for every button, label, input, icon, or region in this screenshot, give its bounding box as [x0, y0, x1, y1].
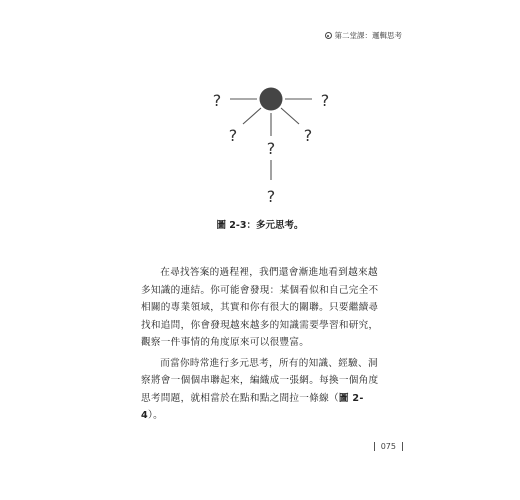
paragraph-2-text: 而當你時常進行多元思考，所有的知識、經驗、洞察將會一個個串聯起來，編織成一張網。每換一個角度思考問題，就相當於在點和點之間拉一條線（	[141, 357, 379, 404]
divider-left	[374, 442, 375, 451]
paragraph-2	[141, 355, 385, 425]
connector-lower-right	[281, 108, 299, 124]
question-mark-middle: ?	[266, 139, 276, 158]
question-mark-lower-left: ?	[228, 126, 238, 145]
chapter-title: 第二堂課：邏輯思考	[334, 31, 402, 40]
figure-reference: 圖 2-4	[141, 392, 364, 421]
connector-lower-left	[243, 108, 261, 124]
body-text	[141, 264, 385, 425]
divider-right	[402, 442, 403, 451]
question-mark-lower-right: ?	[303, 126, 313, 145]
page-footer	[374, 442, 403, 451]
paragraph-2-end: ）。	[147, 410, 163, 421]
question-mark-bottom: ?	[266, 187, 276, 206]
figure-caption: 圖 2-3：多元思考。	[216, 220, 304, 231]
question-mark-left: ?	[212, 91, 222, 110]
diversified-thinking-diagram	[0, 0, 520, 215]
page-number: 075	[380, 442, 396, 451]
center-node	[260, 88, 283, 111]
paragraph-1: 在尋找答案的過程裡，我們還會漸進地看到越來越多知識的連結。你可能會發現：某個看似和自己完全不相關的專業領域，其實和你有很大的關聯。只要繼續尋找和追問，你會發現越來越多的知識需要學習和研究，觀察一件事情的角度原來可以很豐富。	[141, 267, 379, 348]
question-mark-right: ?	[320, 91, 330, 110]
